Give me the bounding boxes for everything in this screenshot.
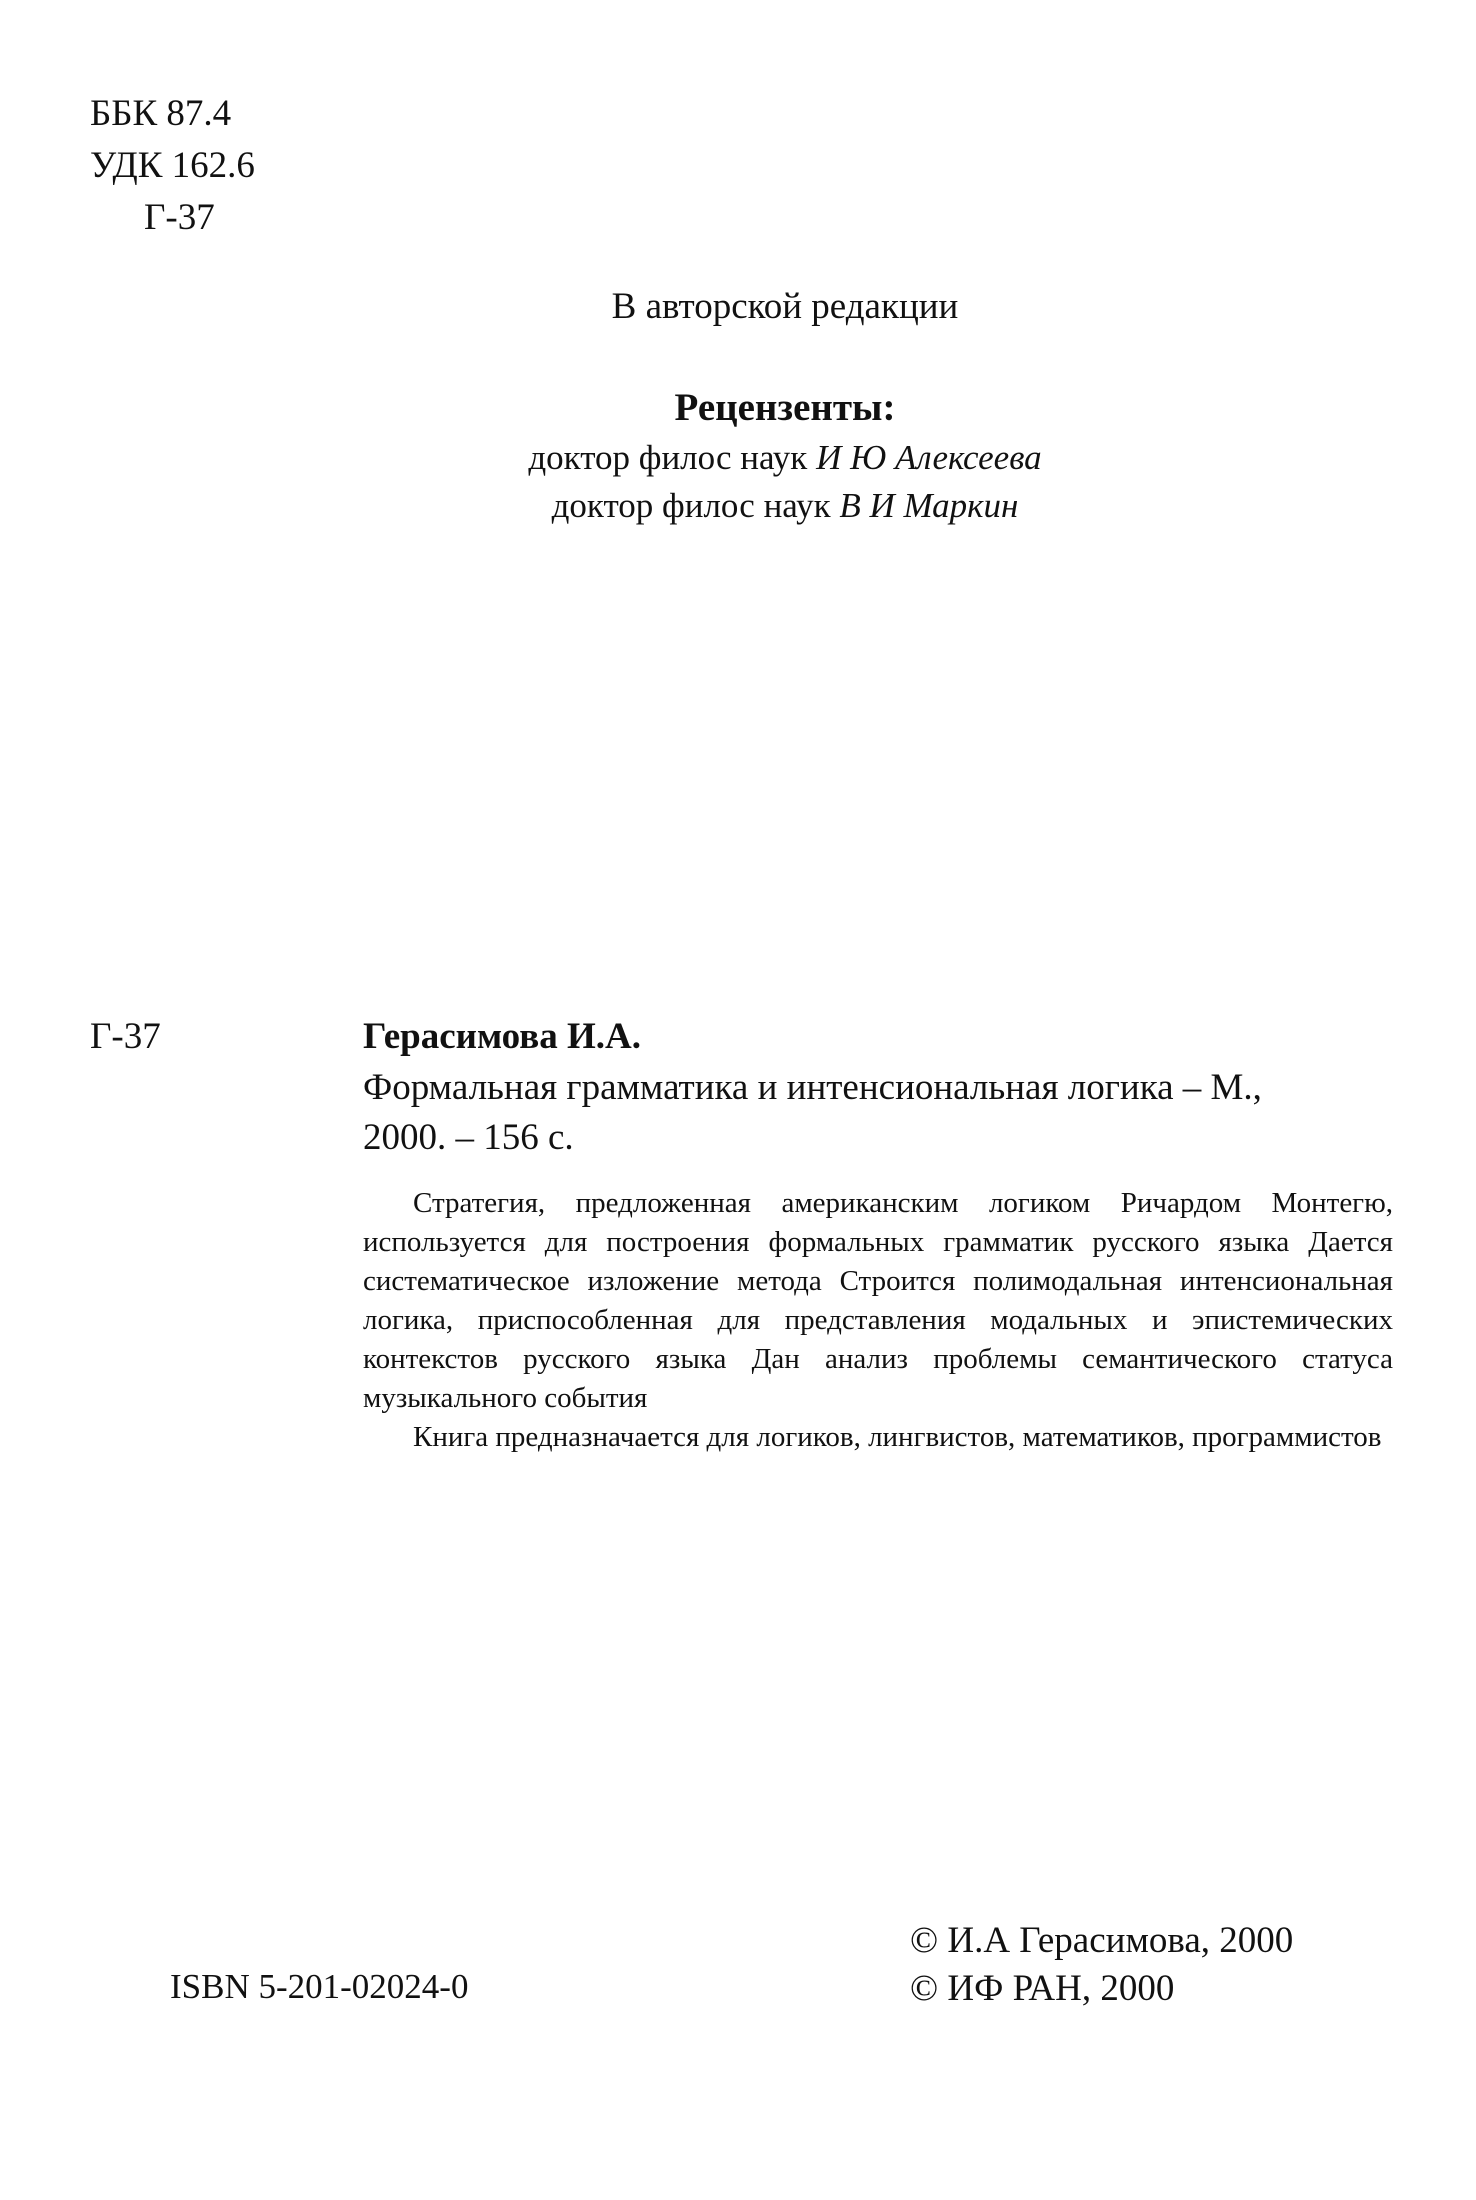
copyright-line: © ИФ РАН, 2000: [910, 1968, 1175, 2009]
reviewer-degree: доктор филос наук: [551, 486, 831, 525]
author-mark: Г-37: [144, 197, 215, 238]
annotation: [363, 1184, 1393, 1457]
udk-code: УДК 162.6: [90, 145, 255, 186]
reviewer-line: [300, 483, 1270, 529]
bbk-code: ББК 87.4: [90, 93, 232, 134]
record-author: Герасимова И.А.: [363, 1016, 641, 1057]
record-title: [363, 1063, 1393, 1163]
reviewers-heading: Рецензенты:: [674, 386, 896, 429]
classification-block: [90, 88, 255, 244]
annotation-paragraph: Книга предназначается для логиков, лингвистов, математиков, программистов: [413, 1421, 1382, 1453]
record-title-line: 2000. – 156 с.: [363, 1117, 574, 1158]
record-title-line: Формальная грамматика и интенсиональная логика – М.,: [363, 1067, 1262, 1108]
edition-note: В авторской редакции: [611, 286, 959, 327]
annotation-paragraph: Стратегия, предложенная американским логиком Ричардом Монтегю, используется для построения формальных грамматик русского языка Дается систематическое изложение метода Строится полимодальная интенсиональная логика, приспособленная для представления модальных и эпистемических контекстов русского языка Дан анализ проблемы семантического статуса музыкального события: [363, 1187, 1393, 1414]
reviewer-name: В И Маркин: [839, 486, 1019, 525]
isbn: ISBN 5-201-02024-0: [170, 1967, 469, 2006]
record-code: Г-37: [90, 1016, 161, 1057]
reviewer-name: И Ю Алексеева: [816, 438, 1042, 477]
copyright-line: © И.А Герасимова, 2000: [910, 1920, 1294, 1961]
copyright-block: [910, 1917, 1293, 2013]
reviewer-line: [300, 435, 1270, 481]
reviewer-degree: доктор филос наук: [528, 438, 808, 477]
